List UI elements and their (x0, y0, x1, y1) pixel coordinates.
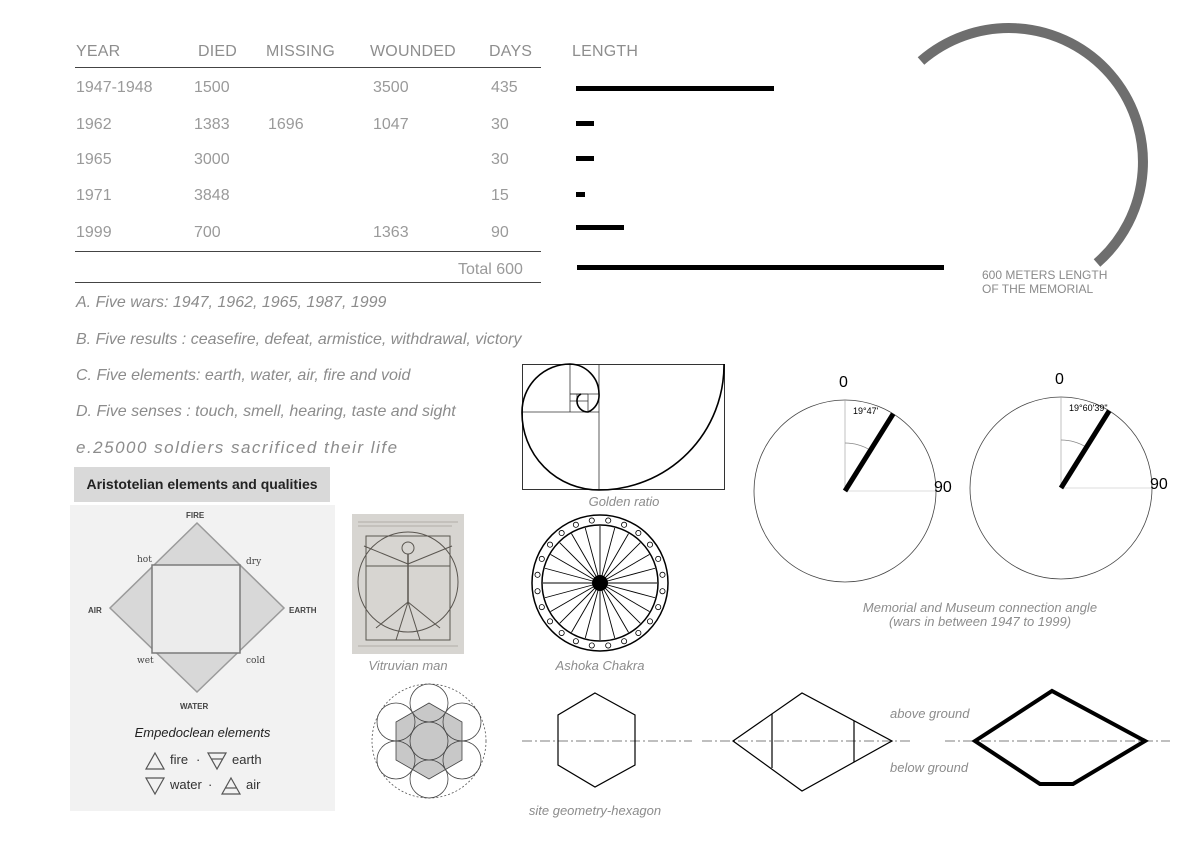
cell-days: 90 (491, 224, 509, 241)
header-days: DAYS (489, 43, 533, 60)
cell-wounded: 1363 (373, 224, 409, 241)
note-wars: A. Five wars: 1947, 1962, 1965, 1987, 1999 (76, 294, 387, 311)
memorial-length-line-1: 600 METERS LENGTH (982, 268, 1108, 282)
sym-air-label: air (246, 777, 261, 792)
cell-wounded: 1047 (373, 116, 409, 133)
label-cold: cold (246, 656, 266, 666)
above-ground-label: above ground (890, 706, 970, 721)
sym-water-label: water (170, 777, 202, 792)
cell-year: 1947-1948 (76, 79, 153, 96)
ninety-label: 90 (1150, 476, 1168, 493)
total-label: Total 600 (458, 261, 523, 278)
label-hot: hot (137, 555, 152, 565)
label-air: AIR (88, 606, 102, 615)
label-wet: wet (137, 656, 154, 666)
cell-died: 1500 (194, 79, 230, 96)
zero-label: 0 (1055, 371, 1064, 388)
header-missing: MISSING (266, 43, 335, 60)
cell-missing: 1696 (268, 116, 304, 133)
header-died: DIED (198, 43, 238, 60)
angle-value-label: 19°47' (853, 406, 879, 416)
zero-label: 0 (839, 374, 848, 391)
label-earth: EARTH (289, 606, 317, 615)
angle-value-label: 19°60'39" (1069, 403, 1108, 413)
hexagon-caption: site geometry-hexagon (528, 803, 662, 818)
cell-days: 15 (491, 187, 509, 204)
golden-caption: Golden ratio (588, 494, 660, 509)
cell-died: 1383 (194, 116, 230, 133)
header-year: YEAR (76, 43, 121, 60)
empedocles-title: Empedoclean elements (134, 725, 271, 740)
angle-caption-line-2: (wars in between 1947 to 1999) (888, 614, 1072, 629)
cell-days: 435 (491, 79, 518, 96)
angle-arc (1061, 440, 1086, 447)
label-fire: FIRE (186, 511, 205, 520)
cell-year: 1965 (76, 151, 112, 168)
sym-fire-label: fire (170, 752, 189, 767)
aristotle-title: Aristotelian elements and qualities (74, 467, 330, 502)
cell-days: 30 (491, 151, 509, 168)
memorial-length-line-2: OF THE MEMORIAL (982, 282, 1094, 296)
header-wounded: WOUNDED (370, 43, 456, 60)
label-dry: dry (246, 557, 262, 567)
ninety-label: 90 (934, 479, 952, 496)
note-elements: C. Five elements: earth, water, air, fire and void (76, 367, 411, 384)
sym-earth-label: earth (232, 752, 262, 767)
vitruvian-caption: Vitruvian man (368, 658, 448, 673)
cell-year: 1999 (76, 224, 112, 241)
cell-died: 3848 (194, 187, 230, 204)
angle-caption (820, 601, 1140, 629)
cell-year: 1962 (76, 116, 112, 133)
note-soldiers: e.25000 soldiers sacrificed their life (76, 438, 399, 457)
cell-days: 30 (491, 116, 509, 133)
sym-dot-1: · (196, 752, 201, 767)
connection-angle-line (1061, 411, 1109, 488)
cell-wounded: 3500 (373, 79, 409, 96)
cell-died: 3000 (194, 151, 230, 168)
cell-year: 1971 (76, 187, 112, 204)
below-ground-label: below ground (890, 760, 969, 775)
cell-died: 700 (194, 224, 221, 241)
ashoka-caption: Ashoka Chakra (555, 658, 645, 673)
angle-caption-line-1: Memorial and Museum connection angle (862, 600, 1098, 615)
header-length: LENGTH (572, 43, 639, 60)
note-senses: D. Five senses : touch, smell, hearing, taste and sight (76, 403, 456, 420)
label-water: WATER (180, 702, 209, 711)
note-results: B. Five results : ceasefire, defeat, armistice, withdrawal, victory (76, 331, 522, 348)
sym-dot-2: · (208, 777, 213, 792)
